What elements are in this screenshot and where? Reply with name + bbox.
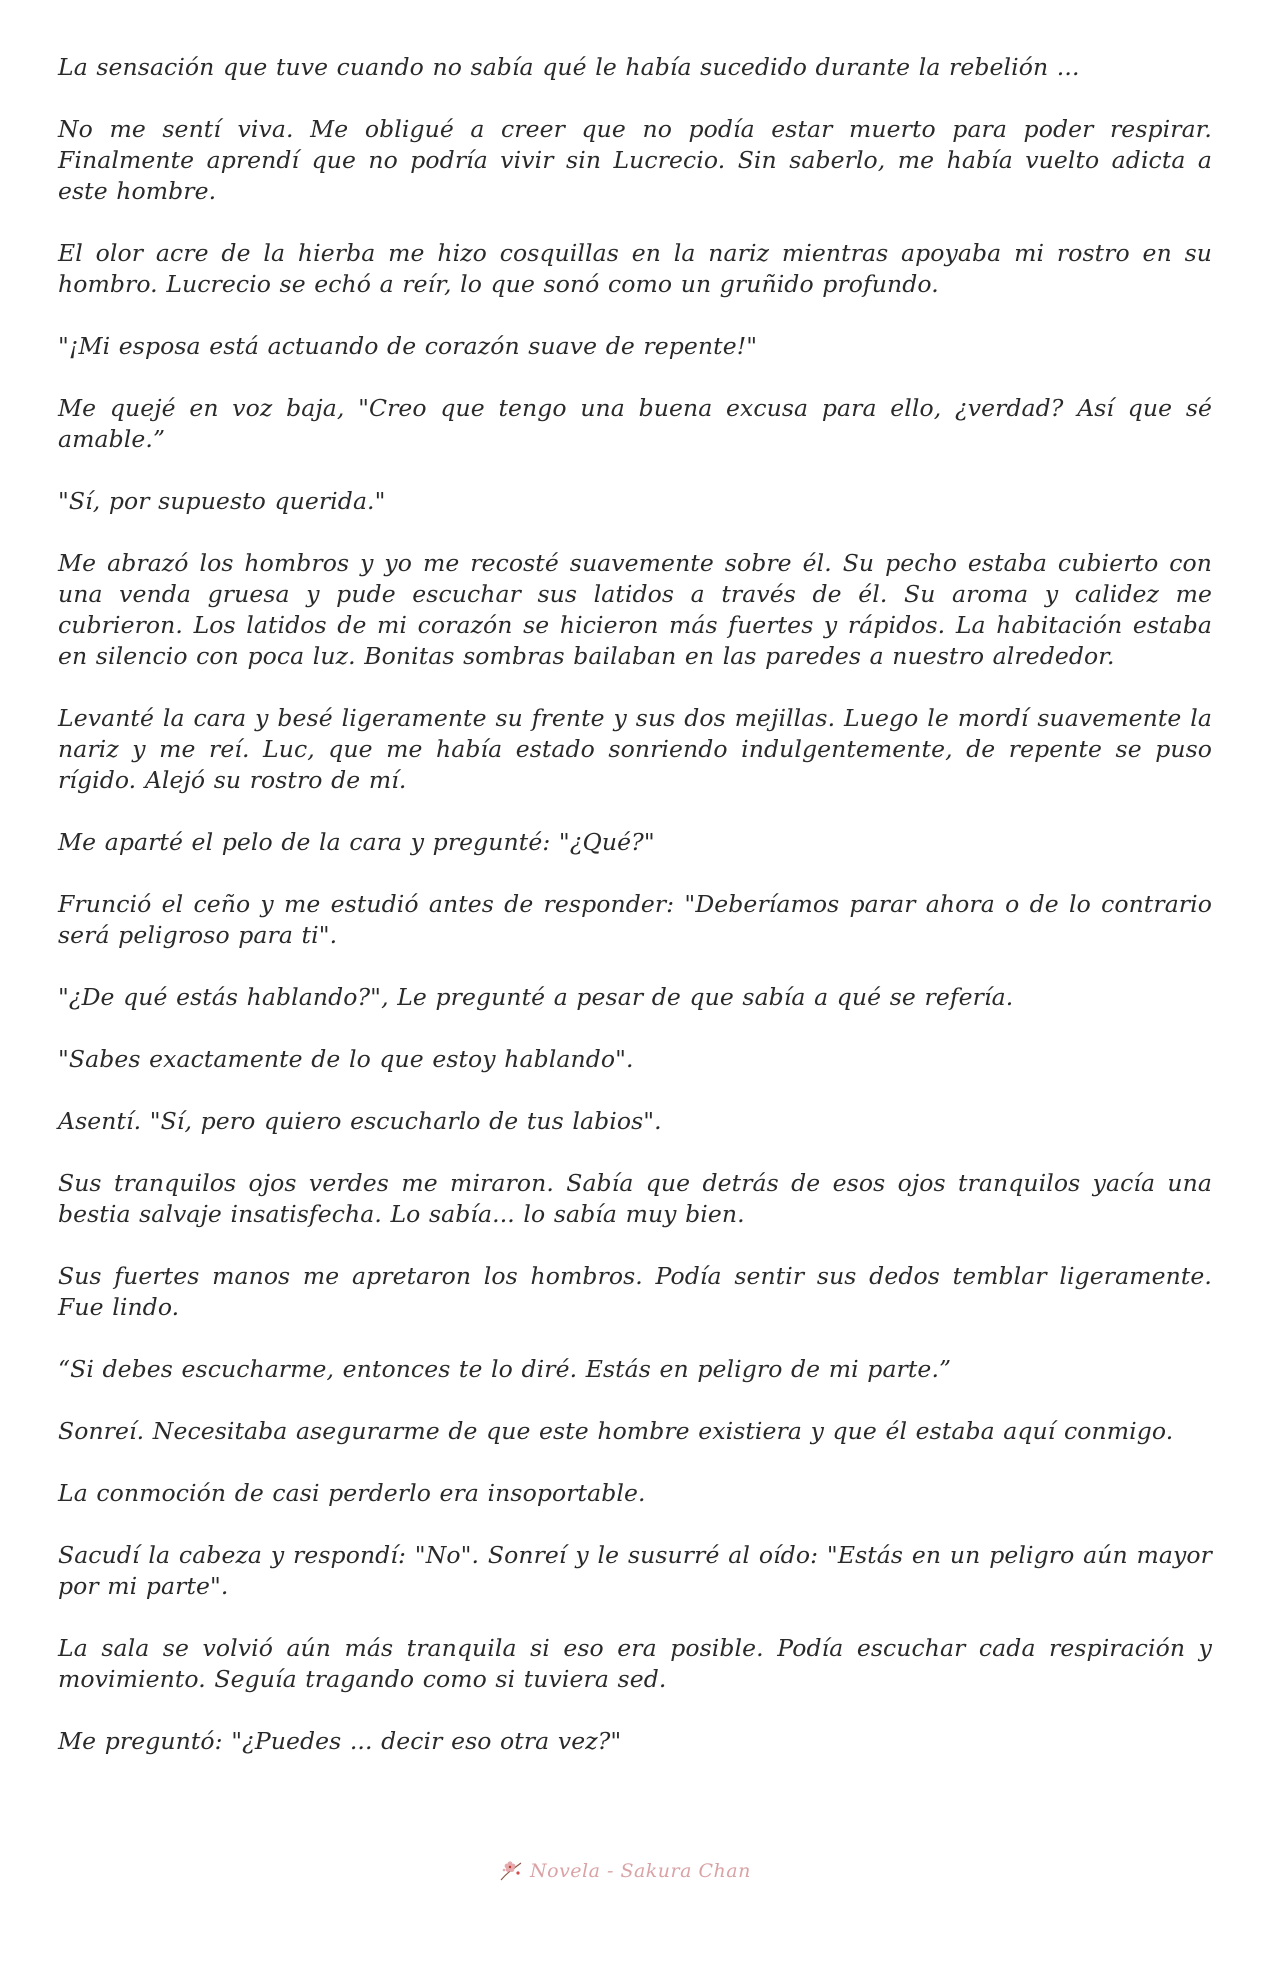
chapter-text [58,52,1212,1757]
paragraph: La sala se volvió aún más tranquila si eso era posible. Podía escuchar cada respiración y movimiento. Seguía tragando como si tuviera sed. [58,1634,1212,1693]
paragraph: "¡Mi esposa está actuando de corazón suave de repente!" [58,332,758,360]
paragraph: Me quejé en voz baja, "Creo que tengo una buena excusa para ello, ¿verdad? Así que sé amable.” [58,394,1212,453]
paragraph: Sonreí. Necesitaba asegurarme de que este hombre existiera y que él estaba aquí conmigo. [58,1417,1174,1445]
sakura-blossom-icon [498,1858,524,1884]
paragraph: Levanté la cara y besé ligeramente su frente y sus dos mejillas. Luego le mordí suavemente la nariz y me reí. Luc, que me había estado sonriendo indulgentemente, de repente se puso rígido. Alejó su rostro de mí. [58,704,1212,794]
paragraph: Me aparté el pelo de la cara y pregunté: "¿Qué?" [58,828,655,856]
paragraph: No me sentí viva. Me obligué a creer que no podía estar muerto para poder respirar. Finalmente aprendí que no podría vivir sin Lucrecio. Sin saberlo, me había vuelto adicta a este hombre. [58,115,1212,205]
paragraph: Asentí. "Sí, pero quiero escucharlo de tus labios". [58,1107,662,1135]
paragraph: Sus fuertes manos me apretaron los hombros. Podía sentir sus dedos temblar ligeramente. Fue lindo. [58,1262,1212,1321]
paragraph: Sus tranquilos ojos verdes me miraron. Sabía que detrás de esos ojos tranquilos yacía una bestia salvaje insatisfecha. Lo sabía... lo sabía muy bien. [58,1169,1212,1228]
paragraph: La sensación que tuve cuando no sabía qué le había sucedido durante la rebelión ... [58,53,1080,81]
paragraph: "¿De qué estás hablando?", Le pregunté a pesar de que sabía a qué se refería. [58,983,1014,1011]
paragraph: Frunció el ceño y me estudió antes de responder: "Deberíamos parar ahora o de lo contrario será peligroso para ti". [58,890,1212,949]
paragraph: El olor acre de la hierba me hizo cosquillas en la nariz mientras apoyaba mi rostro en su hombro. Lucrecio se echó a reír, lo que sonó como un gruñido profundo. [58,239,1212,298]
paragraph: Me abrazó los hombros y yo me recosté suavemente sobre él. Su pecho estaba cubierto con una venda gruesa y pude escuchar sus latidos a través de él. Su aroma y calidez me cubrieron. Los latidos de mi corazón se hicieron más fuertes y rápidos. La habitación estaba en silencio con poca luz. Bonitas sombras bailaban en las paredes a nuestro alrededor. [58,549,1212,670]
footer-watermark [498,1854,751,1888]
watermark-text: Novela - Sakura Chan [530,1860,751,1882]
paragraph: La conmoción de casi perderlo era insoportable. [58,1479,646,1507]
paragraph: "Sabes exactamente de lo que estoy hablando". [58,1045,634,1073]
paragraph: Sacudí la cabeza y respondí: "No". Sonreí y le susurré al oído: "Estás en un peligro aún mayor por mi parte". [58,1541,1212,1600]
paragraph: Me preguntó: "¿Puedes ... decir eso otra vez?" [58,1727,622,1755]
paragraph: "Sí, por supuesto querida." [58,487,386,515]
paragraph: “Si debes escucharme, entonces te lo diré. Estás en peligro de mi parte.” [58,1355,952,1383]
